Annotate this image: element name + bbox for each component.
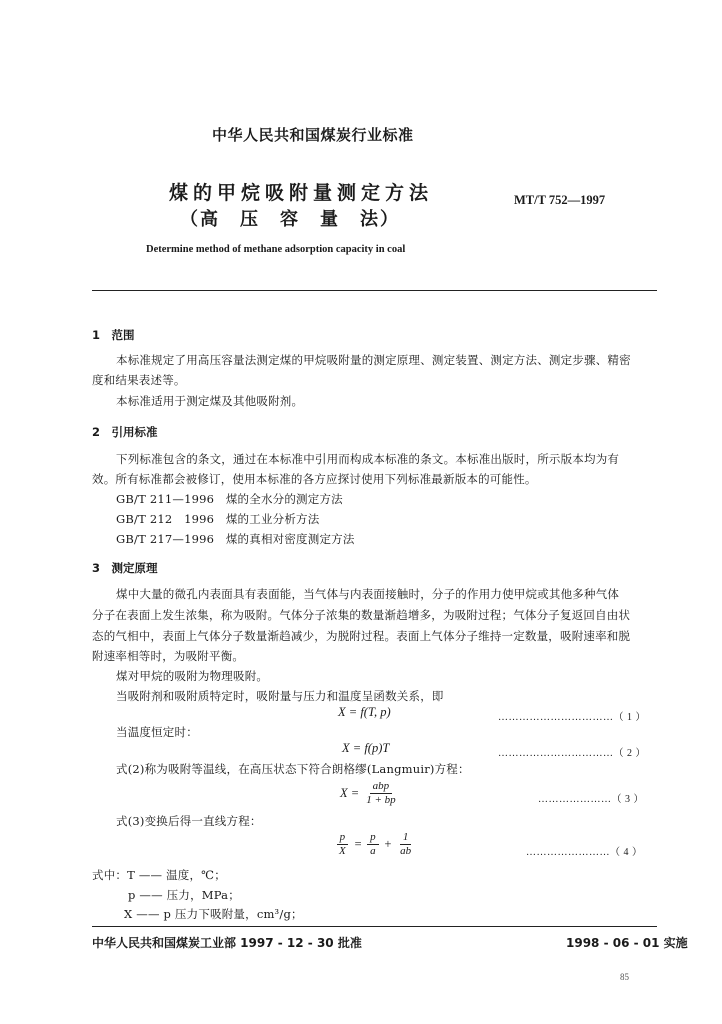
equation-4-numerator-2: p — [367, 831, 379, 845]
reference-item: GB/T 211—1996 煤的全水分的测定方法 — [116, 492, 343, 506]
equation-4-equals: = — [353, 837, 363, 851]
equation-4-denominator-2: a — [370, 845, 376, 857]
top-divider — [92, 290, 657, 291]
equation-3-number: …………………（ 3 ） — [538, 794, 644, 805]
reference-item: GB/T 212 1996 煤的工业分析方法 — [116, 512, 320, 526]
section-3-paragraph-line: 煤中大量的微孔内表面具有表面能，当气体与内表面接触时，分子的作用力使甲烷或其他多种气体 — [116, 587, 620, 601]
standard-code: MT/T 752—1997 — [514, 193, 606, 207]
equation-4-fraction-1 — [336, 831, 349, 858]
section-3-paragraph-line: 态的气相中，表面上气体分子数量渐趋减少，为脱附过程。表面上气体分子维持一定数量，吸附速率和脱 — [92, 629, 631, 643]
where-adsorption: X —— p 压力下吸附量，cm³/g； — [124, 907, 303, 921]
section-2-paragraph-line: 下列标准包含的条文，通过在本标准中引用而构成本标准的条文。本标准出版时，所示版本均为有 — [116, 452, 620, 466]
equation-2-number: ……………………………（ 2 ） — [498, 748, 646, 759]
equation-4 — [336, 831, 414, 858]
equation-1: X = f(T, p) — [338, 705, 391, 719]
equation-4-fraction-3 — [397, 831, 414, 858]
equation-4-fraction-2 — [367, 831, 379, 858]
page-number: 85 — [620, 972, 629, 982]
equation-3-denominator: 1 + bp — [366, 794, 396, 806]
approval-line: 中华人民共和国煤炭工业部 1997 - 12 - 30 批准 — [92, 936, 362, 950]
implementation-date: 1998 - 06 - 01 实施 — [566, 936, 688, 950]
constant-temperature-text: 当温度恒定时： — [116, 725, 198, 739]
english-title: Determine method of methane adsorption capacity in coal — [146, 244, 406, 255]
linear-equation-text: 式(3)变换后得一直线方程： — [116, 814, 262, 828]
langmuir-text: 式(2)称为吸附等温线，在高压状态下符合朗格缪(Langmuir)方程： — [116, 762, 470, 776]
section-3-paragraph-line: 附速率相等时，为吸附平衡。 — [92, 649, 245, 663]
equation-4-numerator-3: 1 — [400, 831, 412, 845]
equation-4-denominator-3: ab — [400, 845, 412, 857]
section-1-scope: 本标准适用于测定煤及其他吸附剂。 — [116, 394, 304, 408]
section-3-function-relation: 当吸附剂和吸附质特定时，吸附量与压力和温度呈函数关系，即 — [116, 689, 444, 703]
section-3-heading: 3 测定原理 — [92, 561, 158, 575]
equation-4-plus: + — [383, 837, 393, 851]
section-2-paragraph-line: 效。所有标准都会被修订，使用本标准的各方应探讨使用下列标准最新版本的可能性。 — [92, 472, 537, 486]
bottom-divider — [92, 926, 657, 927]
section-3-physical-adsorption: 煤对甲烷的吸附为物理吸附。 — [116, 669, 269, 683]
equation-1-number: ……………………………（ 1 ） — [498, 712, 646, 723]
document-title: 煤的甲烷吸附量测定方法 — [169, 182, 434, 204]
document-subtitle: （高 压 容 量 法） — [180, 209, 400, 230]
where-temperature: 式中：T —— 温度，℃； — [92, 868, 226, 882]
reference-item: GB/T 217—1996 煤的真相对密度测定方法 — [116, 532, 355, 546]
equation-4-number: ……………………（ 4 ） — [526, 847, 643, 858]
industry-standard-title: 中华人民共和国煤炭行业标准 — [212, 126, 414, 144]
equation-3 — [340, 780, 399, 807]
equation-4-denominator-1: X — [339, 845, 346, 857]
equation-2: X = f(p)T — [342, 741, 390, 755]
equation-3-lhs: X = — [340, 786, 360, 800]
section-1-paragraph-line: 度和结果表述等。 — [92, 373, 186, 387]
section-1-heading: 1 范围 — [92, 328, 135, 342]
section-3-paragraph-line: 分子在表面上发生浓集，称为吸附。气体分子浓集的数量渐趋增多，为吸附过程；气体分子复返回自由状 — [92, 608, 631, 622]
section-2-heading: 2 引用标准 — [92, 425, 158, 439]
equation-4-numerator-1: p — [337, 831, 349, 845]
section-1-paragraph-line: 本标准规定了用高压容量法测定煤的甲烷吸附量的测定原理、测定装置、测定方法、测定步骤、精密 — [116, 353, 631, 367]
equation-3-numerator: abp — [370, 780, 393, 794]
where-pressure: p —— 压力，MPa； — [128, 888, 240, 902]
equation-3-fraction — [363, 780, 398, 807]
